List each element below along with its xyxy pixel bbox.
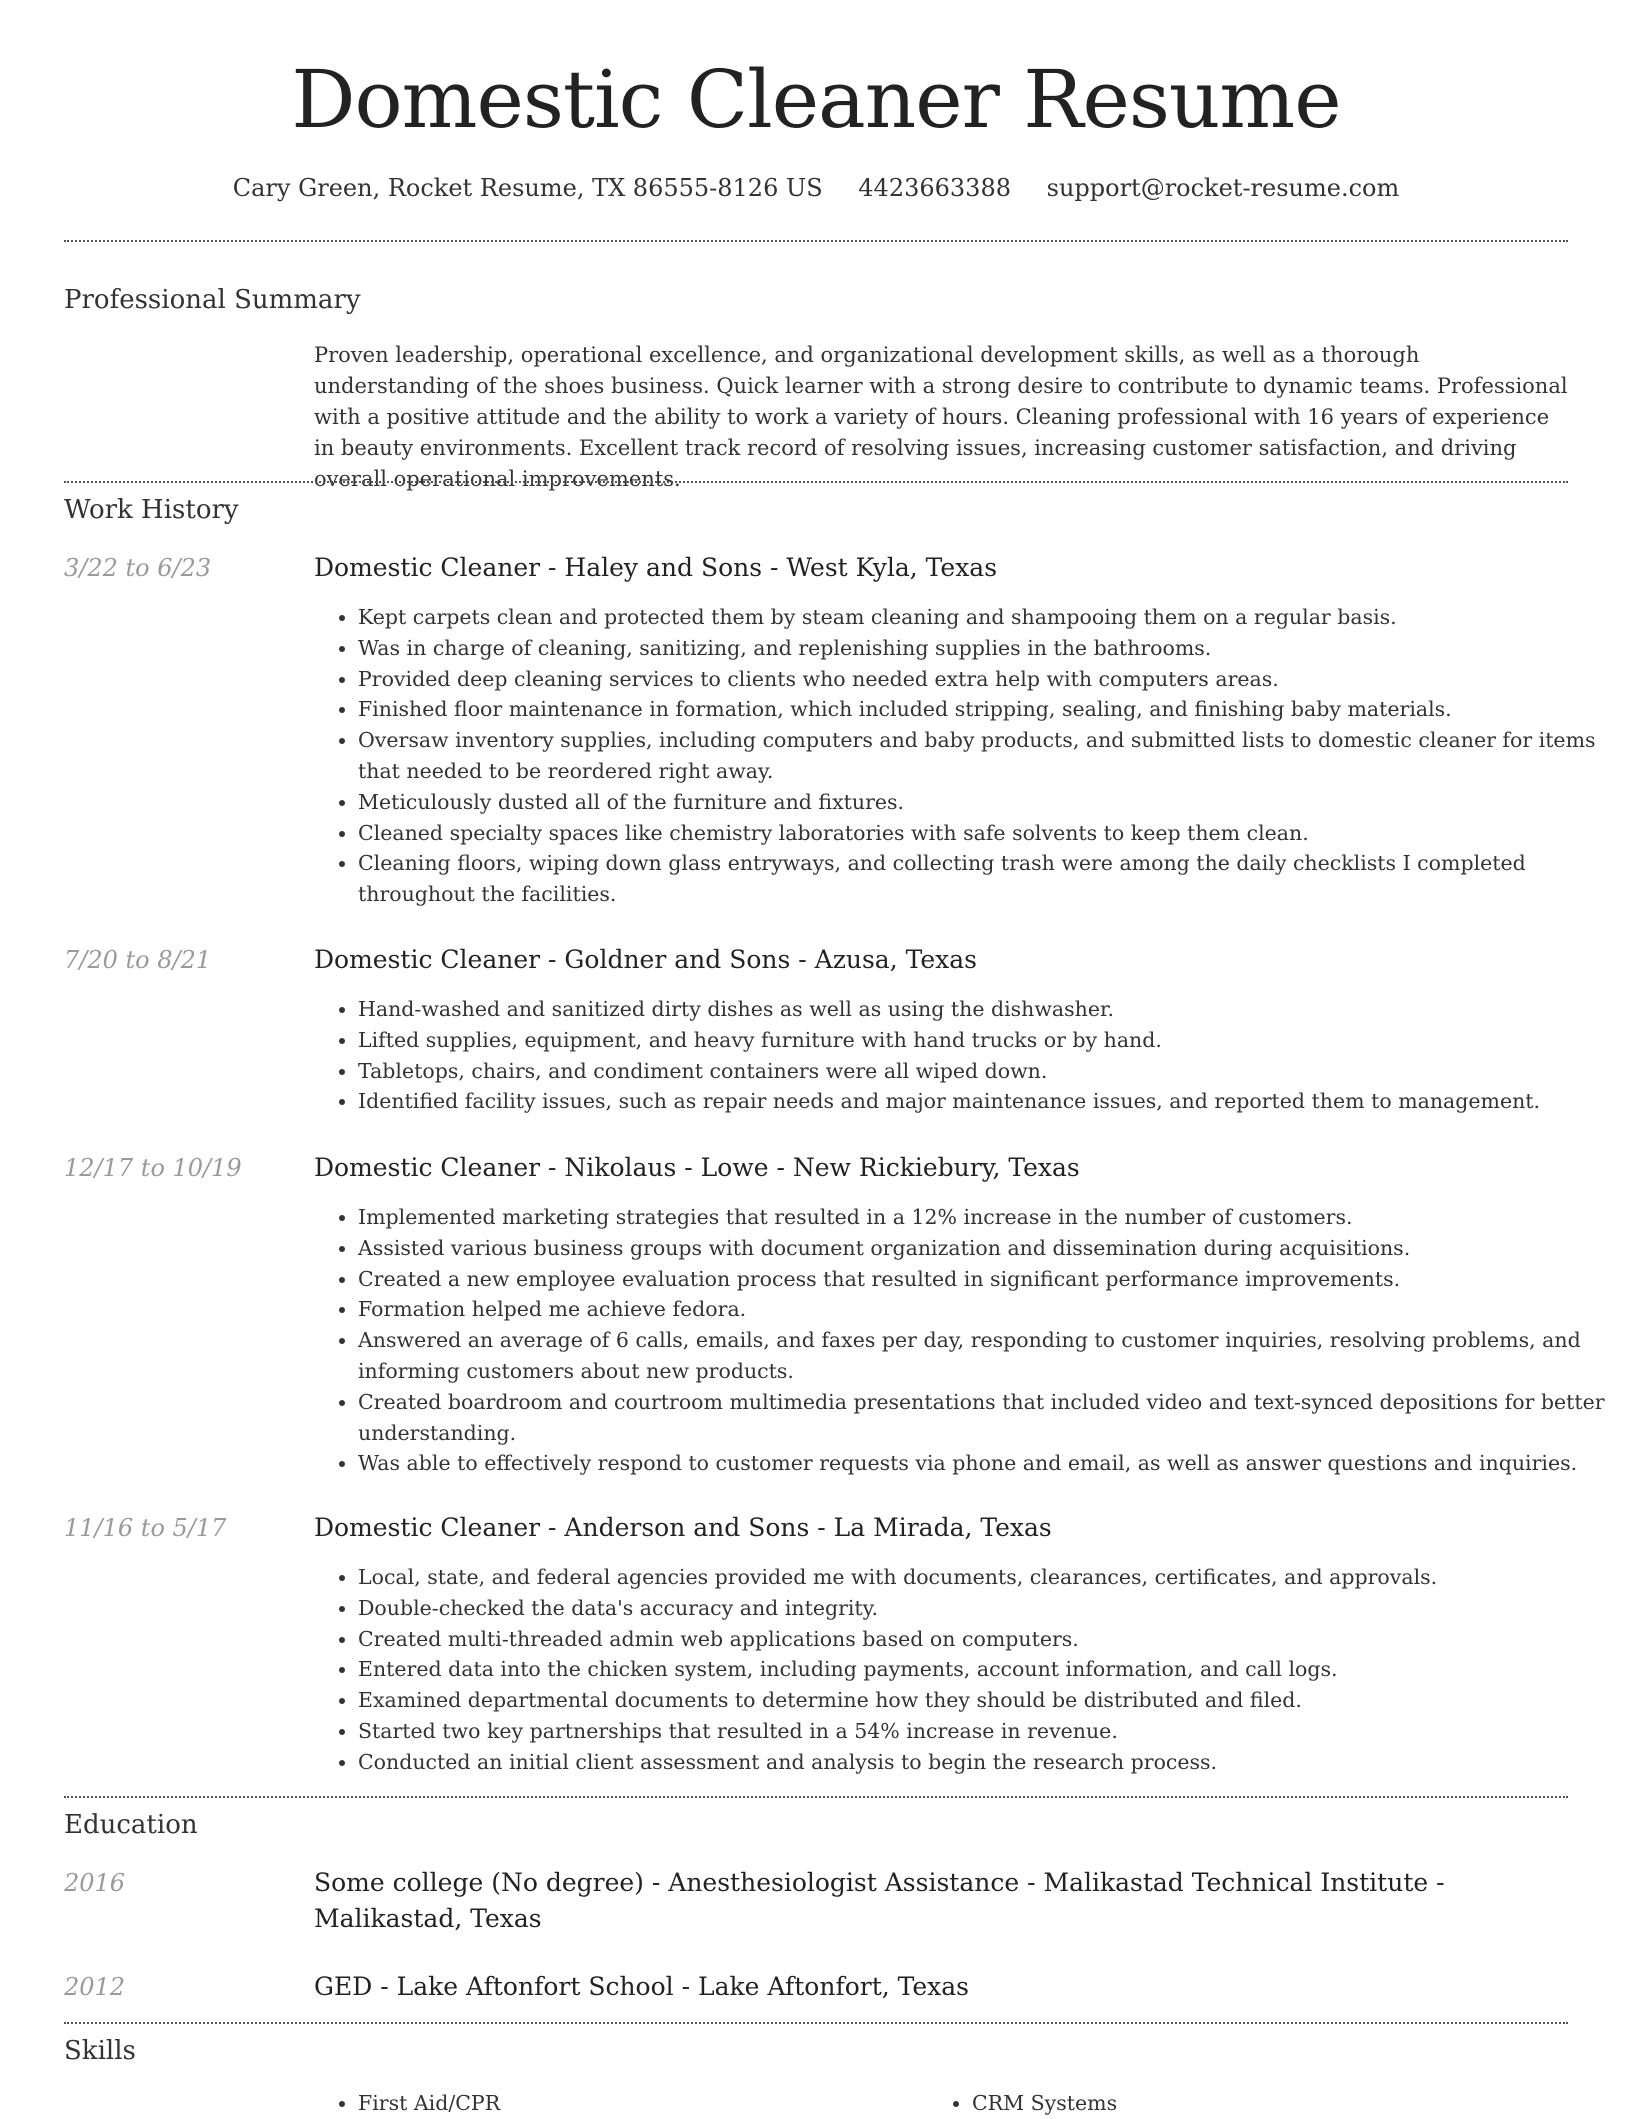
list-item: • Implemented marketing strategies that resulted in a 12% increase in the number of customers.: [358, 1202, 1614, 1233]
contact-address: Cary Green, Rocket Resume, TX 86555-8126 US: [232, 174, 823, 202]
divider: [64, 240, 1568, 242]
list-item: • Answered an average of 6 calls, emails, and faxes per day, responding to customer inquiries, resolving problems, and informing customers about new products.: [358, 1325, 1614, 1387]
list-item: • Lifted supplies, equipment, and heavy furniture with hand trucks or by hand.: [358, 1025, 1614, 1056]
list-item: • Identified facility issues, such as repair needs and major maintenance issues, and reported them to management.: [358, 1086, 1614, 1117]
list-item: • Cleaning floors, wiping down glass entryways, and collecting trash were among the daily checklists I completed throughout the facilities.: [358, 848, 1614, 910]
list-item: • Entered data into the chicken system, including payments, account information, and call logs.: [358, 1654, 1614, 1685]
job-dates: 12/17 to 10/19: [64, 1154, 242, 1182]
job-bullets: [314, 602, 1614, 910]
list-item: • Meticulously dusted all of the furniture and fixtures.: [358, 787, 1614, 818]
summary-text: Proven leadership, operational excellence, and organizational development skills, as well as a thorough understanding of the shoes business. Quick learner with a strong desire to contribute to dynamic teams. Professional with a positive attitude and the ability to work a variety of hours. Cleaning professional with 16 years of experience in beauty environments. Excellent track record of resolving issues, increasing customer satisfaction, and driving overall operational improvements.: [314, 343, 1568, 491]
job-title: Domestic Cleaner - Nikolaus - Lowe - New Rickiebury, Texas: [314, 1153, 1080, 1182]
contact-email: support@rocket-resume.com: [1046, 174, 1400, 202]
list-item: • Started two key partnerships that resulted in a 54% increase in revenue.: [358, 1716, 1614, 1747]
resume-title: Domestic Cleaner Resume: [291, 53, 1341, 146]
contact-line: [0, 170, 1632, 206]
education-year: 2012: [64, 1973, 126, 2001]
job-dates: 11/16 to 5/17: [64, 1514, 227, 1542]
list-item: • Hand-washed and sanitized dirty dishes as well as using the dishwasher.: [358, 994, 1614, 1025]
list-item: • Was able to effectively respond to customer requests via phone and email, as well as answer questions and inquiries.: [358, 1448, 1614, 1479]
education-entry: Some college (No degree) - Anesthesiologist Assistance - Malikastad Technical Institute - Malikastad, Texas: [314, 1868, 1445, 1933]
job-bullets: [314, 994, 1614, 1117]
skills-list-right: [928, 2088, 1572, 2119]
section-title-summary: Professional Summary: [64, 285, 361, 315]
list-item: • Local, state, and federal agencies provided me with documents, clearances, certificates, and approvals.: [358, 1562, 1614, 1593]
skills-list-left: [314, 2088, 928, 2119]
section-title-skills: Skills: [64, 2036, 136, 2066]
list-item: • Tabletops, chairs, and condiment containers were all wiped down.: [358, 1056, 1614, 1087]
list-item: • Kept carpets clean and protected them by steam cleaning and shampooing them on a regular basis.: [358, 602, 1614, 633]
list-item: • Created multi-threaded admin web applications based on computers.: [358, 1624, 1614, 1655]
skill-item: • First Aid/CPR: [358, 2088, 928, 2119]
divider: [64, 1796, 1568, 1798]
section-title-education: Education: [64, 1810, 198, 1840]
list-item: • Created boardroom and courtroom multimedia presentations that included video and text-synced depositions for better understanding.: [358, 1387, 1614, 1449]
job-title: Domestic Cleaner - Anderson and Sons - La Mirada, Texas: [314, 1513, 1052, 1542]
skill-item: • CRM Systems: [972, 2088, 1572, 2119]
job-bullets: [314, 1202, 1614, 1479]
job-dates: 7/20 to 8/21: [64, 946, 212, 974]
job-title: Domestic Cleaner - Haley and Sons - West Kyla, Texas: [314, 553, 998, 582]
divider: [64, 481, 1568, 483]
list-item: • Assisted various business groups with document organization and dissemination during acquisitions.: [358, 1233, 1614, 1264]
job-bullets: [314, 1562, 1614, 1778]
job-title: Domestic Cleaner - Goldner and Sons - Azusa, Texas: [314, 945, 977, 974]
list-item: • Double-checked the data's accuracy and integrity.: [358, 1593, 1614, 1624]
list-item: • Examined departmental documents to determine how they should be distributed and filed.: [358, 1685, 1614, 1716]
list-item: • Finished floor maintenance in formation, which included stripping, sealing, and finishing baby materials.: [358, 694, 1614, 725]
education-year: 2016: [64, 1869, 126, 1897]
divider: [64, 2022, 1568, 2024]
list-item: • Formation helped me achieve fedora.: [358, 1294, 1614, 1325]
education-entry: GED - Lake Aftonfort School - Lake Aftonfort, Texas: [314, 1972, 970, 2001]
list-item: • Conducted an initial client assessment and analysis to begin the research process.: [358, 1747, 1614, 1778]
job-dates: 3/22 to 6/23: [64, 554, 212, 582]
list-item: • Was in charge of cleaning, sanitizing, and replenishing supplies in the bathrooms.: [358, 633, 1614, 664]
section-title-work-history: Work History: [64, 495, 239, 525]
list-item: • Cleaned specialty spaces like chemistry laboratories with safe solvents to keep them clean.: [358, 818, 1614, 849]
contact-phone: 4423663388: [858, 174, 1011, 202]
list-item: • Oversaw inventory supplies, including computers and baby products, and submitted lists to domestic cleaner for items that needed to be reordered right away.: [358, 725, 1614, 787]
list-item: • Provided deep cleaning services to clients who needed extra help with computers areas.: [358, 664, 1614, 695]
list-item: • Created a new employee evaluation process that resulted in significant performance improvements.: [358, 1264, 1614, 1295]
